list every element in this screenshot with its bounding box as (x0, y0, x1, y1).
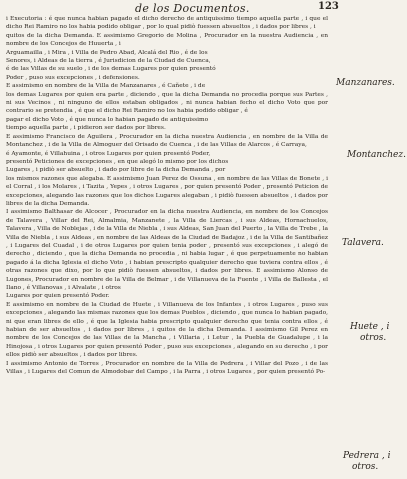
text-line: i Executoria : é que nunca habian pagado el dicho derecho de antiquissimo tiempo aquella parte , i que el dicho Rei Ramiro no los habia podido obligar , por lo qual pidiò fuessen absueltos , i dados por libres , i (6, 16, 328, 31)
body-text (6, 15, 328, 477)
margin-note-huete-cont: otros. (360, 333, 387, 343)
margin-note-manzanares: Manzanares. (336, 78, 395, 88)
text-line: é Ayamonte, é Villahuina , i otros Lugares por quien presentó Poder, (6, 150, 211, 157)
page-header (0, 2, 407, 16)
text-line: tiempo aquella parte , i pidieron ser dados por libres. (6, 125, 166, 132)
text-line: é de las Villas de su suelo , i de los demas Lugares por quien presentó (6, 66, 216, 73)
margin-note-pedrera: Pedrera , i (343, 451, 391, 461)
text-line: Arguamailla , i Mira , i Villa de Pedro Abad, Alcalá del Rio , é de los (6, 49, 208, 56)
margin-note-talavera: Talavera. (342, 238, 384, 248)
margin-note-pedrera-cont: otros. (352, 462, 379, 472)
text-line: presentó Peticiones de excepciones , en que alegó lo mismo por los dichos (6, 158, 229, 165)
text-line: los mismos razones que alegaba. E assimismo Juan Perez de Ossuna , en nombre de las Villas de Bonete , i el Corral , i los Molares , i Tazita , Yepes , i otros Lugares , por quien presentó Poder , presentó Peticion de excepciones, alegando las razones que los dichos Lugares alegaban , i pidiò fuessen absueltos , i dados por libres de la dicha Demanda. (6, 175, 328, 207)
text-line: E assimismo en nombre de la Villa de Manzanares , é Cañete , i de (6, 83, 206, 90)
text-line: Poder , puso sus excepciones , i defensiones. (6, 74, 140, 81)
text-line: E assimismo en nombre de la Ciudad de Huete , i Villanueva de los Infantes , i otros Lugares , puso sus excepciones , alegando las mismas razones que los demas Pueblos , diciendo , que nunca lo habian pagado, ni que eran libres de ello , é que la Iglesia habia prescripto qualquier derecho que tenia contra ellos , é habian de ser absueltos , i dados por libres , i quitos de la dicha Demanda. I assimismo Gil Perez en nombre de los Concejos de las Villas de la Mancha , i Villaria , i Letur , la Puebla de Guadalupe , i la Hinojosa , i otros Lugares por quien presentó Poder , puso sus excepciones , alegando en su derecho , i por ellos pidiò ser absueltos , i dados por libres. (6, 301, 328, 359)
page-number: 123 (318, 1, 339, 12)
text-line: E assimismo Francisco de Aguilera , Procurador en la dicha nuestra Audiencia , en nombre de la Villa de Montanchez , i de la Villa de Almoguer del Orisado de Cuenca , i de las Villas de Alarcos , é Carraya, (6, 133, 328, 149)
text-line: I assimismo Antonio de Torres , Procurador en nombre de la Villa de Pedrera , i Villar del Pozo , i de las Villas , i Lugares del Comun de Almodobar del Campo , i la Parra , i otros Lugares , por quien presentó Po- (6, 360, 328, 376)
text-line: Lugares por quien presentó Poder. (6, 293, 110, 300)
text-line: quitos de la dicha Demanda. E assimismo Gregorio de Molina , Procurador en la nuestra Audiencia , en nombre de los Concejos de Huuerta , i (6, 32, 328, 48)
margin-note-huete: Huete , i (350, 322, 390, 332)
text-line: I assimismo Balthasar de Alcocer , Procurador en la dicha nuestra Audiencia, en nombre de los Concejos de Talavera , Villar del Rei, Almalmia, Manzanete , la Villa de Liercas , i sus Aldeas, Hornachuelos, Talavera , Villa de Noblejas , i de la Villa de Niebla , i sus Aldeas, San Juan del Puerto , la Villa de Trebe , la Villa de Niebla , i sus Aldeas , en nombre de las Aldeas de la Ciudad de Badajoz , i de la Villa de Santibañez , i Lugares del Cuadal , i de otros Lugares por quien tenia poder , presentó sus excepciones , i alegó de derecho , diciendo , que la dicha Demanda no procedia , ni habia lugar , é que perpetuamente no habian pagado á la dicha Iglesia el dicho Voto , i habian prescripto qualquier derecho que tuviera contra ellos , é otras razones que dixo, por lo que pidiò fuessen absueltos, i dados por libres. E assimismo Alonso de Lugones, Procurador en nombre de la Villa de Belmar , i de Villanueva de la Fuente , i Villa de Ballesta , el Ilano , é Villanovas , i Alvalate , i otros (6, 209, 328, 291)
text-line: los demas Lugares por quien era parte , diciendo , que la dicha Demanda no procedia porque sus Partes , ni sus Vecinos , ni ninguno de ellos estaban obligados , ni nunca habian fecho el dicho Voto que por contrario se pretendia , é que el dicho Rei Ramiro no los habia podido obligar , é (6, 91, 328, 115)
text-line: Senores, i Aldeas de la tierra , é Jurisdicion de la Ciudad de Cuenca, (6, 58, 211, 65)
running-title: de los Documentos. (135, 2, 250, 15)
margin-note-montanchez: Montanchez. (347, 150, 406, 160)
text-line: Lugares , i pidiò ser absuelto , i dado por libre de la dicha Demanda , por (6, 167, 226, 174)
text-line: pagar el dicho Voto , é que nunca lo habian pagado de antiquissimo (6, 116, 209, 123)
